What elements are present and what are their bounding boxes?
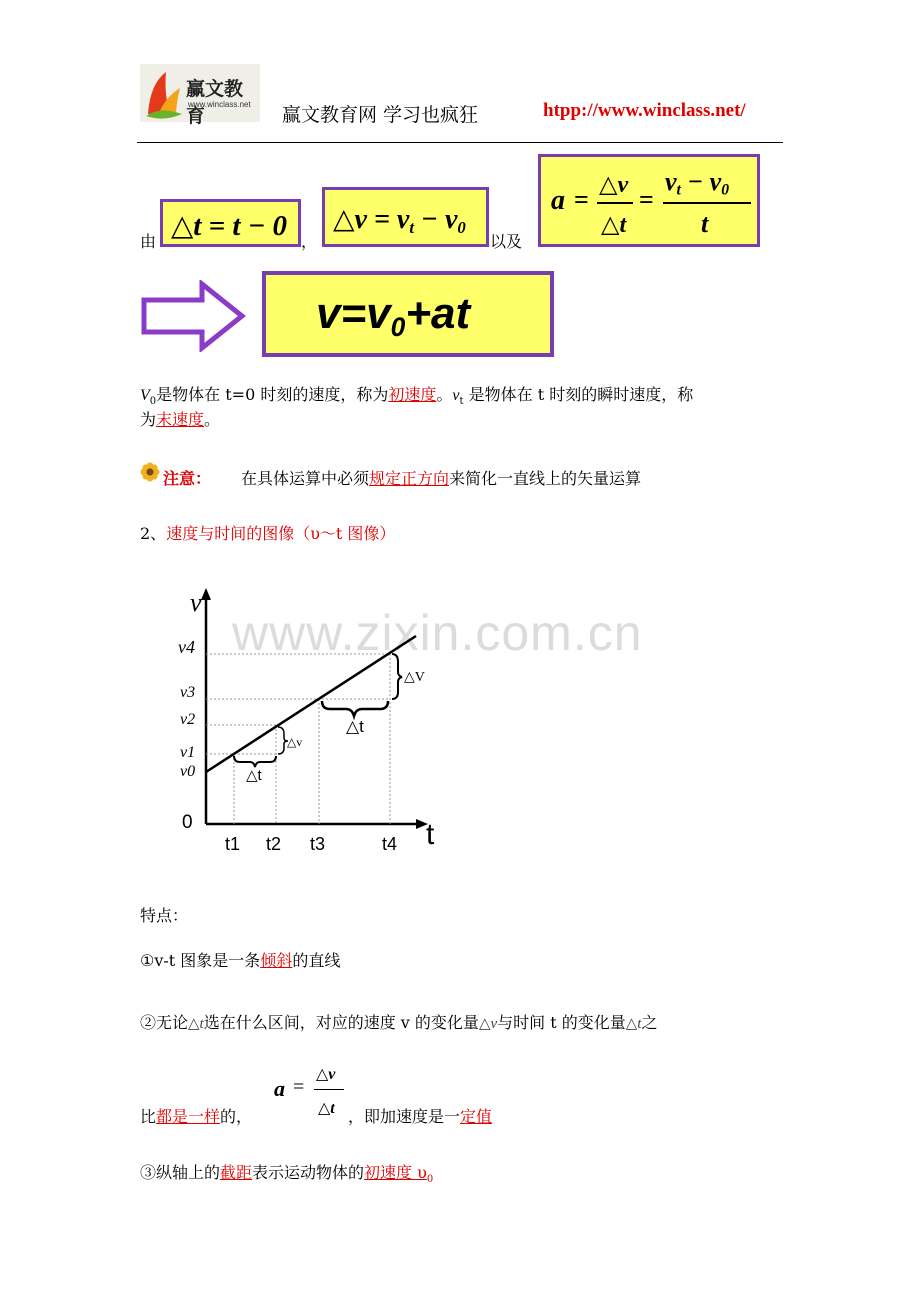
y-axis-label: v (190, 588, 202, 617)
site-url[interactable]: htpp://www.winclass.net/ (543, 100, 746, 121)
tick-v2: v2 (180, 711, 196, 728)
fraction-bar-2 (663, 202, 751, 204)
text-and: 以及 (490, 232, 523, 251)
label-dv-small: △v (287, 735, 303, 749)
section2-heading: 2、速度与时间的图像（υ～t 图像） (140, 524, 396, 543)
site-name: 赢文教育网 学习也疯狂 (282, 104, 479, 126)
text-comma: ， (301, 232, 318, 251)
tick-t4: t4 (382, 834, 398, 854)
header-rule (137, 142, 783, 143)
brace-dv-big (392, 654, 402, 699)
vt-graph (170, 588, 460, 866)
term-constant: 定值 (460, 1107, 493, 1126)
tick-v3: v3 (180, 684, 196, 701)
term-same: 都是一样 (156, 1107, 221, 1126)
feature-item-2-line1: ②无论△t选在什么区间，对应的速度 v 的变化量△v与时间 t 的变化量△t之 (140, 1013, 658, 1032)
formula-box-dt (160, 199, 301, 247)
definition-line2: 为末速度。 (140, 410, 221, 429)
feature-item-2-line2-end: ，即加速度是一定值 (348, 1107, 493, 1126)
label-dt-big: △t (346, 717, 364, 736)
formula-a-eq2: = (639, 185, 654, 214)
formula-box-a (538, 154, 760, 247)
feature-item-2-line2: 比都是一样的， (140, 1107, 253, 1126)
formula-a-den1: △t (601, 212, 627, 238)
features-title: 特点： (140, 906, 189, 925)
tick-t3: t3 (310, 834, 326, 854)
note-label: 注意： (163, 469, 212, 488)
feature-formula-den: △t (318, 1100, 335, 1117)
formula-a-symbol: a (551, 185, 565, 216)
formula-a-eq1: = (574, 185, 589, 214)
label-dt-small: △t (246, 767, 262, 784)
watermark: www.zixin.com.cn (232, 605, 643, 661)
flower-icon (140, 462, 160, 482)
formula-a-den2: t (701, 209, 709, 238)
feature-item-3: ③纵轴上的截距表示运动物体的初速度 $\upsilon_0$ (140, 1163, 434, 1186)
formula-box-result (262, 271, 554, 357)
text-lead: 由 (140, 232, 157, 251)
formula-a-num1: △v (599, 172, 629, 198)
feature-formula-num: △v (316, 1066, 336, 1083)
term-final-velocity: 末速度 (156, 410, 205, 429)
tick-t2: t2 (266, 834, 282, 854)
tick-v0: v0 (180, 763, 196, 780)
y-axis-arrow-icon (201, 588, 211, 600)
note-text: 在具体运算中必须规定正方向来简化一直线上的矢量运算 (241, 469, 642, 488)
velocity-line (206, 636, 416, 772)
label-dv-big: △V (404, 670, 425, 685)
term-initial-velocity-2: 初速度 υ (364, 1163, 427, 1182)
feature-fraction-bar (314, 1089, 344, 1090)
feature-formula-a: a (274, 1076, 285, 1101)
logo-text: 赢文教育 (186, 78, 244, 127)
feature-formula-eq: = (293, 1076, 305, 1098)
term-intercept: 截距 (220, 1163, 253, 1182)
term-inclined: 倾斜 (260, 951, 293, 970)
implies-arrow-icon (140, 280, 246, 352)
tick-v4: v4 (178, 637, 195, 657)
term-positive-direction: 规定正方向 (369, 469, 450, 488)
tick-t1: t1 (225, 834, 241, 854)
formula-dt: △t = t − 0 (171, 210, 288, 242)
formula-result: v=v0+at (316, 289, 471, 342)
feature-item-1: ①v-t 图象是一条倾斜的直线 (140, 951, 341, 970)
x-axis-label: t (426, 818, 435, 851)
origin-label: 0 (182, 812, 193, 833)
term-initial-velocity: 初速度 (388, 385, 437, 404)
definition-line1: $V_0$是物体在 t=0 时刻的速度，称为初速度。$v_t$ 是物体在 t 时刻的瞬时速度，称 (140, 385, 694, 408)
logo-url: www.winclass.net (188, 100, 251, 109)
logo (140, 64, 260, 127)
formula-dv: △v = vt − v0 (333, 204, 466, 237)
formula-box-dv (322, 187, 489, 247)
fraction-bar-1 (597, 202, 633, 204)
formula-a-num2: vt − v0 (665, 167, 729, 199)
brace-dt-big (322, 701, 388, 716)
tick-v1: v1 (180, 744, 196, 761)
